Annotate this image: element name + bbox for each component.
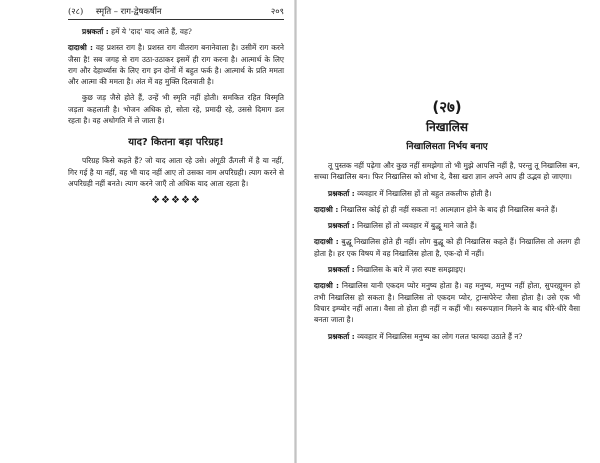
dialogue-paragraph [314,220,580,231]
speaker-label: दादाश्री : [314,237,339,247]
section-title: याद? कितना बड़ा परिग्रह! [128,137,224,149]
paragraph-text: निखालिस यानी एकदम प्योर मनुष्य होता है। वह मनुष्य, मनुष्य नहीं होता, सुपरह्यूमन हो तभी निखालिस हो सकता है। निखालिस तो एकदम प्योर, ट्रान्सपेरेन्ट जैसा होता है। उसे एक भी विचार इम्प्योर नहीं आता। वैसा तो होता ही नहीं न कहीं भी। स्वरूपज्ञान मिलने के बाद धीरे-धीरे वैसा बनता जाता है। [314,281,581,325]
chapter-subtitle: निखालिसता निर्भय बनाए [406,142,488,152]
paragraph [314,160,580,183]
page-number: २०९ [270,6,284,16]
dialogue-paragraph [314,204,580,215]
speaker-label: दादाश्री : [68,43,93,53]
speaker-label: प्रश्नकर्ता : [328,221,355,231]
paragraph-text: निखालिस कोई हो ही नहीं सकता न! आत्मज्ञान होने के बाद ही निखालिस बनते हैं। [338,204,558,214]
dialogue-paragraph [314,236,580,259]
paragraph-text: निखालिस के बारे में ज़रा स्पष्ट समझाइए। [354,265,466,275]
speaker-label: प्रश्नकर्ता : [328,188,355,198]
paragraph-text: तू पुस्तक नहीं पढ़ेगा और कुछ नहीं समझेगा तो भी मुझे आपत्ति नहीं है, परन्तु तू निखालिस बन, सच्चा निखालिस बन। फिर निखालिस को शोभा दे, वैसा खरा ज्ञान अपने आप ही उद्भव हो जाएगा। [314,161,580,182]
paragraph [68,155,284,189]
paragraph-text: बुद्धू निखालिस होते ही नहीं। लोग बुद्धू को ही निखालिस कहते हैं। निखालिस तो अलग ही होता है। हर एक विषय में वह निखालिस होता है, एक-दो में नहीं। [314,237,580,258]
chapter-number: (२७) [432,98,462,116]
dialogue-paragraph [314,331,580,342]
chapter-title: निखालिस [425,120,469,134]
paragraph [68,92,284,126]
paragraph-text: व्यवहार में निखालिस हों तो बहुत तकलीफ होती है। [354,188,492,198]
running-head [68,6,284,20]
paragraph-text: हमें ये 'दाद' याद आते हैं, वह? [108,27,192,36]
right-paragraphs [314,160,580,342]
paragraph-text: व्यवहार में निखालिस मनुष्य का लोग गलत फायदा उठाते हैं न? [354,331,523,341]
left-page [0,0,296,463]
speaker-label: दादाश्री : [314,204,339,214]
paragraph-text: निखालिस हों तो व्यवहार में बुद्धू माने जाते हैं। [354,221,477,231]
speaker-label: प्रश्नकर्ता : [328,331,355,341]
right-page [296,0,600,463]
dialogue-paragraph [314,188,580,199]
dialogue-paragraph [314,264,580,275]
speaker-label: प्रश्नकर्ता : [82,27,109,36]
left-paragraphs [68,26,284,126]
paragraph-text: वह प्रशस्त राग है। प्रशस्त राग वीतराग बनानेवाला है। उसीमें राग करने जैसा है! सब जगह से राग उठा-उठाकर इसमें ही राग करना है। आत्मार्थ के लिए राग और देहार्थ्यास के लिए राग इन दोनों में बहुत फर्क है। आत्मार्थ के प्रति ममता और आत्मा की ममता है। अंत में वह मुक्ति दिलवाती है। [68,43,284,87]
running-head-title: स्मृति – राग-द्वेषकर्षीन [95,6,162,16]
dialogue-paragraph [314,280,580,325]
ornament-divider: ❖❖❖❖❖ [151,195,201,207]
dialogue-paragraph [68,42,284,87]
dialogue-paragraph [68,26,284,37]
speaker-label: दादाश्री : [314,281,339,291]
left-paragraphs-2 [68,155,284,189]
speaker-label: प्रश्नकर्ता : [328,265,355,275]
paragraph-text: कुछ जड़ जैसे होते हैं, उन्हें भी स्मृति नहीं होती। समकित रहित विस्मृति जड़ता कहलाती है। भोजन अधिक हो, सोता रहे, प्रमादी रहे, उससे दिमाग डल रहता है। वह अधोगति में ले जाता है। [68,93,284,126]
chapter-number-label: (२८) [68,6,84,16]
paragraph-text: परिग्रह किसे कहते हैं? जो याद आता रहे उसे। अंगूठी ऊँगली में है या नहीं, गिर गई है या नहीं, वह भी याद नहीं आए तो उसका नाम अपरिग्रही। त्याग करने से अपरिग्रही नहीं बनते। त्याग करने जाएँ तो अधिक याद आता रहता है। [68,156,284,188]
